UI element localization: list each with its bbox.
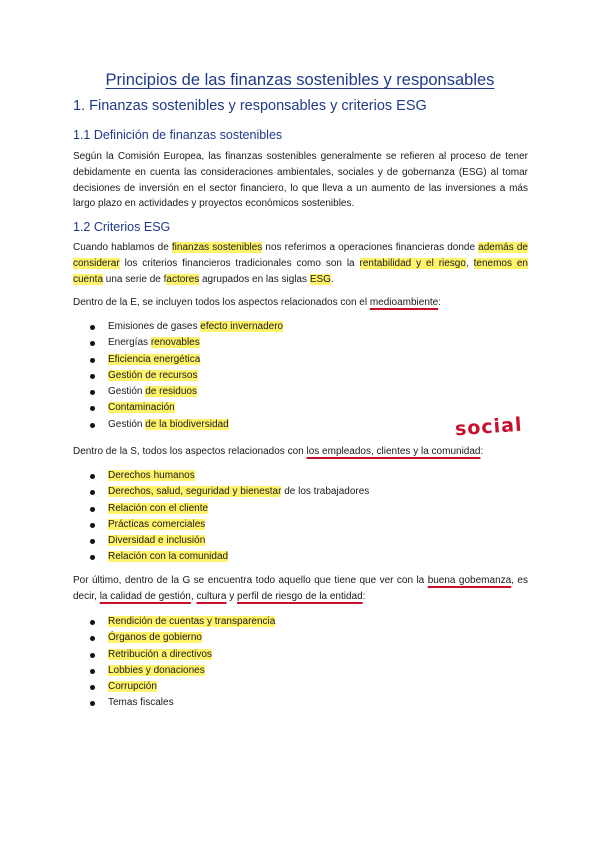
intro-text: Cuando hablamos de	[73, 242, 172, 253]
definition-paragraph: Según la Comisión Europea, las finanzas sostenibles generalmente se refieren al proceso de tener debidamente en cuenta las consideraciones ambientales, sociales y de gobernanza (ESG) al tomar decisiones de inversión en el sector financiero, lo que lleva a un aumento de las inversiones a más largo plazo en actividades y proyectos económicos sostenibles.	[73, 151, 528, 210]
list-item	[88, 695, 275, 711]
g-underlined: perfil de riesgo de la entidad	[237, 590, 363, 602]
item-text: Gestión	[108, 386, 146, 398]
highlight: ESG	[309, 273, 331, 285]
highlight: además de considerar	[73, 242, 528, 269]
item-text: Energías	[108, 337, 151, 349]
intro-text: agrupados en las siglas	[199, 273, 310, 285]
intro-text: los criterios financieros tradicionales como son la	[119, 257, 360, 269]
e-criteria-list	[88, 319, 283, 433]
item-highlight: Eficiencia energética	[108, 353, 201, 365]
s-intro-underlined: los empleados, clientes y la comunidad	[306, 446, 481, 457]
list-item	[88, 614, 275, 630]
item-text: Temas fiscales	[108, 697, 174, 709]
item-highlight: Gestión de recursos	[108, 369, 198, 381]
highlight: rentabilidad y el riesgo	[359, 257, 466, 269]
list-item	[88, 679, 275, 695]
subsection-heading-1-2: 1.2 Criterios ESG	[73, 220, 171, 234]
item-highlight: de residuos	[145, 386, 197, 398]
g-intro-text: , es decir,	[73, 575, 528, 602]
list-item	[88, 368, 283, 384]
list-item	[88, 352, 283, 368]
g-intro	[73, 573, 528, 605]
g-intro-text: ,	[190, 590, 197, 602]
list-item	[88, 630, 275, 646]
list-item	[88, 647, 275, 663]
item-highlight: Rendición de cuentas y transparencia	[108, 616, 276, 627]
item-highlight: Retribución a directivos	[108, 648, 212, 660]
list-item	[88, 400, 283, 416]
g-underlined: la calidad de gestión	[99, 590, 191, 602]
intro-text: .	[330, 273, 334, 285]
list-item	[88, 501, 369, 517]
list-item	[88, 533, 369, 549]
s-criteria-list	[88, 468, 369, 566]
item-highlight: Prácticas comerciales	[108, 518, 206, 530]
handwritten-note: social	[454, 413, 524, 441]
subsection-heading-1-1: 1.1 Definición de finanzas sostenibles	[73, 128, 283, 142]
list-item	[88, 663, 275, 679]
e-intro	[73, 297, 441, 308]
e-intro-text: Dentro de la E, se incluyen todos los aspectos relacionados con el	[73, 297, 370, 308]
list-item	[88, 484, 369, 500]
item-highlight: de la biodiversidad	[145, 418, 229, 430]
item-highlight: Corrupción	[108, 681, 157, 693]
esg-intro-paragraph	[73, 240, 528, 287]
list-item	[88, 319, 283, 335]
list-item	[88, 335, 283, 351]
item-highlight: Derechos humanos	[108, 470, 195, 481]
item-highlight: Diversidad e inclusión	[108, 535, 206, 547]
g-intro-text: y	[226, 590, 238, 602]
item-highlight: Relación con la comunidad	[108, 551, 229, 563]
item-highlight: renovables	[150, 337, 200, 349]
g-underlined: buena gobemanza	[427, 575, 512, 586]
item-text: Gestión	[108, 418, 146, 430]
g-intro-text: :	[362, 590, 366, 602]
item-highlight: Lobbies y donaciones	[108, 664, 205, 676]
intro-text: ,	[465, 257, 474, 269]
intro-text: una serie de f	[103, 273, 167, 285]
intro-text: nos referimos a operaciones financieras donde	[262, 242, 479, 253]
highlight: actores	[166, 273, 200, 285]
item-text: de los trabajadores	[281, 486, 370, 498]
list-item	[88, 417, 283, 433]
item-highlight: efecto invernadero	[200, 321, 284, 332]
item-highlight: Órganos de gobierno	[108, 632, 202, 644]
e-intro-end: :	[438, 297, 441, 308]
list-item	[88, 384, 283, 400]
item-text: Emisiones de gases	[108, 321, 201, 332]
e-intro-underlined: medioambiente	[369, 297, 439, 308]
document-title: Principios de las finanzas sostenibles y responsables	[105, 71, 495, 89]
list-item	[88, 517, 369, 533]
list-item	[88, 549, 369, 565]
item-highlight: Contaminación	[108, 402, 175, 414]
s-intro-text: Dentro de la S, todos los aspectos relacionados con	[73, 446, 307, 457]
section-heading-1: 1. Finanzas sostenibles y responsables y criterios ESG	[73, 98, 427, 114]
highlight: tenemos en cuenta	[73, 257, 528, 285]
highlight: finanzas sostenibles	[171, 242, 263, 253]
item-highlight: Relación con el cliente	[108, 502, 209, 514]
g-criteria-list	[88, 614, 275, 712]
g-underlined: cultura	[196, 590, 227, 602]
s-intro	[73, 446, 483, 457]
s-intro-end: :	[480, 446, 484, 457]
list-item	[88, 468, 369, 484]
g-intro-text: Por último, dentro de la G se encuentra todo aquello que tiene que ver con la	[73, 575, 428, 586]
item-highlight: Derechos, salud, seguridad y bienestar	[108, 486, 282, 498]
